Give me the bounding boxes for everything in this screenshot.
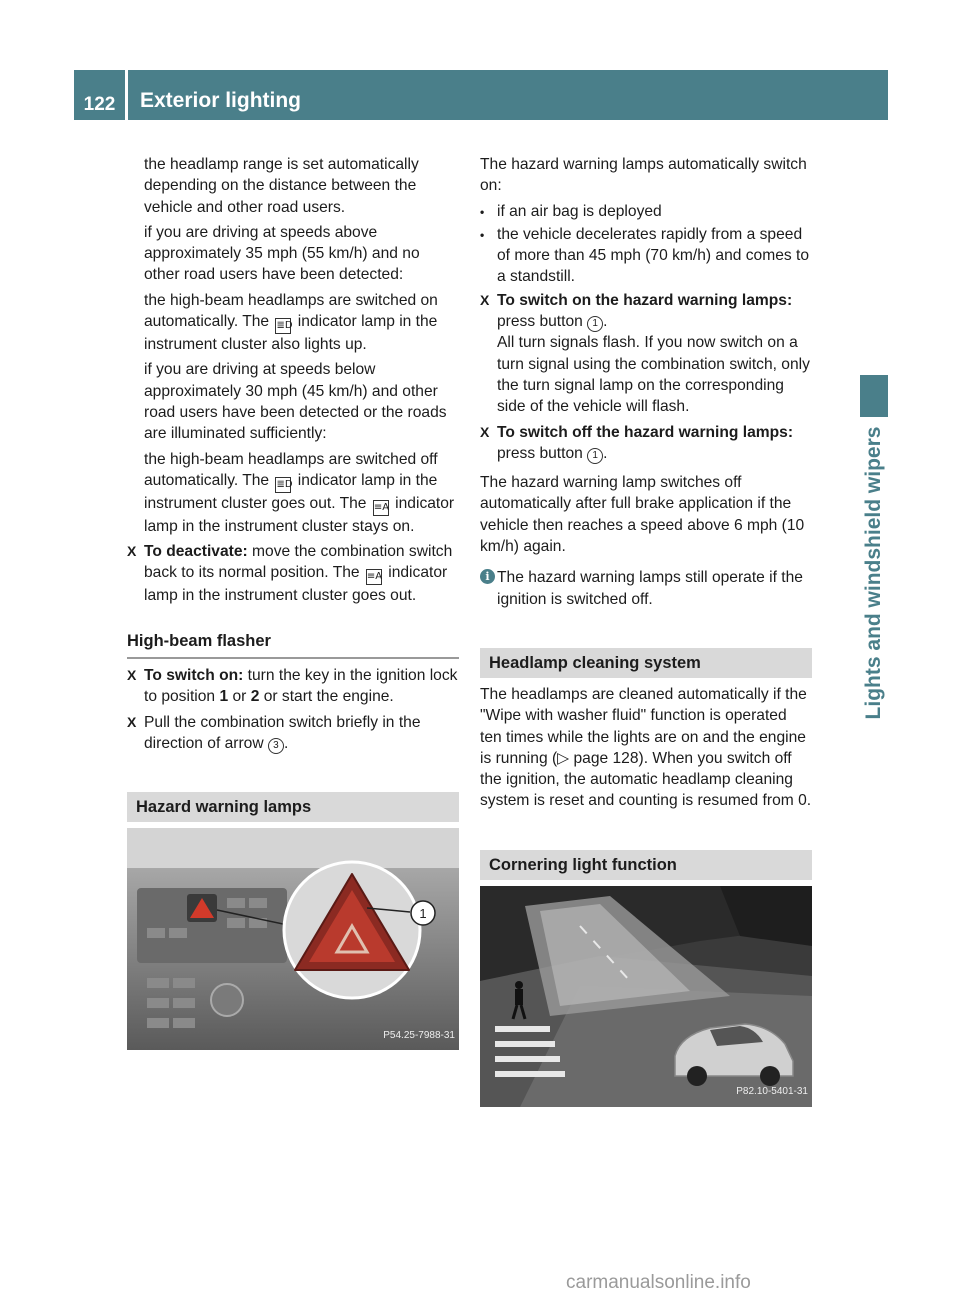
- instruction-step: [127, 665, 459, 708]
- paragraph: [127, 290, 459, 356]
- photo-caption: P82.10-5401-31: [736, 1086, 808, 1098]
- step-marker-icon: X: [480, 423, 490, 440]
- adaptive-high-beam-assist-icon: ≡A: [366, 569, 382, 585]
- hazard-switch-illustration: [127, 828, 459, 1050]
- step-detail: All turn signals flash. If you now switch on a turn signal using the combination switch, only the turn signal lamp on the corresponding side of the vehicle will flash.: [497, 334, 810, 416]
- paragraph: The hazard warning lamp switches off automatically after full brake application if the vehicle then reaches a speed above 6 mph (10 km/h) again.: [480, 474, 805, 556]
- list-item: [480, 201, 812, 222]
- list-item: [480, 224, 812, 288]
- step-text: press button: [497, 444, 583, 462]
- instruction-step: X To switch on the hazard warning lamps: press button 1 . All turn signals flash. If you now switch on a turn signal using the combination switch, only the turn signal lamp on the corresponding side of the vehicle will flash.: [480, 291, 810, 416]
- left-column: [127, 154, 459, 1050]
- hazard-switch-photo: [127, 828, 459, 1050]
- step-marker-icon: X: [127, 543, 137, 560]
- cornering-light-photo: [480, 886, 812, 1107]
- side-tab-marker: [860, 375, 888, 417]
- high-beam-flasher-heading: High-beam flasher: [127, 631, 459, 659]
- bullet-icon: •: [480, 204, 485, 219]
- site-watermark[interactable]: carmanualsonline.info: [566, 1272, 751, 1293]
- cornering-light-heading: Cornering light function: [480, 850, 812, 880]
- paragraph: if you are driving at speeds above approximately 35 mph (55 km/h) and no other road users have been detected:: [144, 223, 420, 284]
- step-text: or: [232, 688, 247, 706]
- instruction-step: X Pull the combination switch briefly in the direction of arrow 3 .: [127, 713, 421, 752]
- text-span: indicator lamp in the instrument cluster stays on.: [144, 494, 455, 535]
- instruction-step: [127, 541, 459, 607]
- chapter-title: Exterior lighting: [140, 89, 302, 112]
- step-text: The: [332, 564, 360, 582]
- text-span: indicator lamp in the instrument cluster goes out. The: [144, 471, 438, 512]
- callout-number-icon: 1: [587, 316, 603, 332]
- step-marker-icon: X: [127, 713, 137, 730]
- info-note: [480, 567, 812, 610]
- page-number: 122: [83, 94, 116, 115]
- note-text: The hazard warning lamps still operate if the ignition is switched off.: [497, 569, 803, 608]
- step-label: To switch on:: [144, 667, 244, 685]
- hazard-warning-heading: Hazard warning lamps: [127, 792, 459, 822]
- paragraph: the headlamp range is set automatically depending on the distance between the vehicle and other road users.: [144, 156, 419, 216]
- paragraph: if you are driving at speeds below approximately 30 mph (45 km/h) and other road users have been detected or the roads are illuminated sufficiently:: [144, 361, 447, 443]
- paragraph: The hazard warning lamps automatically switch on:: [480, 156, 807, 195]
- side-tab-text: Lights and windshield wipers: [862, 426, 885, 720]
- cornering-light-illustration: [480, 886, 812, 1107]
- high-beam-indicator-icon: ≣D: [275, 477, 291, 493]
- paragraph: [127, 449, 459, 538]
- position-number: 2: [250, 688, 260, 706]
- step-text: Pull the combination switch briefly in the direction of arrow: [144, 713, 421, 752]
- callout-number-icon: 1: [587, 448, 603, 464]
- step-text: move the combination switch back to its normal position.: [144, 543, 453, 582]
- instruction-step: X To switch off the hazard warning lamps: press button 1 .: [480, 423, 794, 462]
- step-label: To switch off the hazard warning lamps:: [497, 423, 794, 441]
- page-reference-arrow-icon: ▷: [557, 749, 570, 767]
- step-marker-icon: X: [480, 291, 490, 308]
- step-marker-icon: X: [127, 667, 137, 684]
- text-span: page 128). When you switch off the ignition, the automatic headlamp cleaning system is reset and counting is resumed from 0.: [480, 749, 812, 810]
- paragraph: [480, 684, 812, 812]
- step-label: To deactivate:: [144, 543, 248, 561]
- header-divider: [125, 70, 128, 120]
- text-span: the high-beam headlamps are switched off automatically. The: [144, 450, 438, 489]
- callout-number-icon: 3: [268, 738, 284, 754]
- position-number: 1: [219, 688, 229, 706]
- step-text: indicator lamp in the instrument cluster goes out.: [144, 564, 448, 605]
- list-item-text: the vehicle decelerates rapidly from a speed of more than 45 mph (70 km/h) and comes to a standstill.: [497, 225, 810, 286]
- photo-caption: P54.25-7988-31: [383, 1029, 455, 1041]
- adaptive-high-beam-assist-icon: ≡A: [373, 500, 389, 516]
- list-item-text: if an air bag is deployed: [497, 202, 662, 220]
- step-text: press button: [497, 313, 583, 331]
- callout-number: 1: [419, 906, 427, 922]
- text-span: The headlamps are cleaned automatically if the "Wipe with washer fluid" function is operated ten times while the lights are on and the engine is running (: [480, 685, 807, 767]
- bullet-icon: •: [480, 227, 485, 242]
- step-text: or start the engine.: [263, 688, 394, 706]
- right-column: [480, 154, 812, 1107]
- info-icon: i: [480, 569, 495, 584]
- text-span: indicator lamp in the instrument cluster also lights up.: [144, 313, 438, 354]
- headlamp-cleaning-heading: Headlamp cleaning system: [480, 648, 812, 678]
- step-text: turn the key in the ignition lock to position: [144, 667, 458, 706]
- high-beam-indicator-icon: ≣D: [275, 318, 291, 334]
- text-span: the high-beam headlamps are switched on automatically. The: [144, 291, 438, 331]
- step-label: To switch on the hazard warning lamps:: [497, 291, 793, 309]
